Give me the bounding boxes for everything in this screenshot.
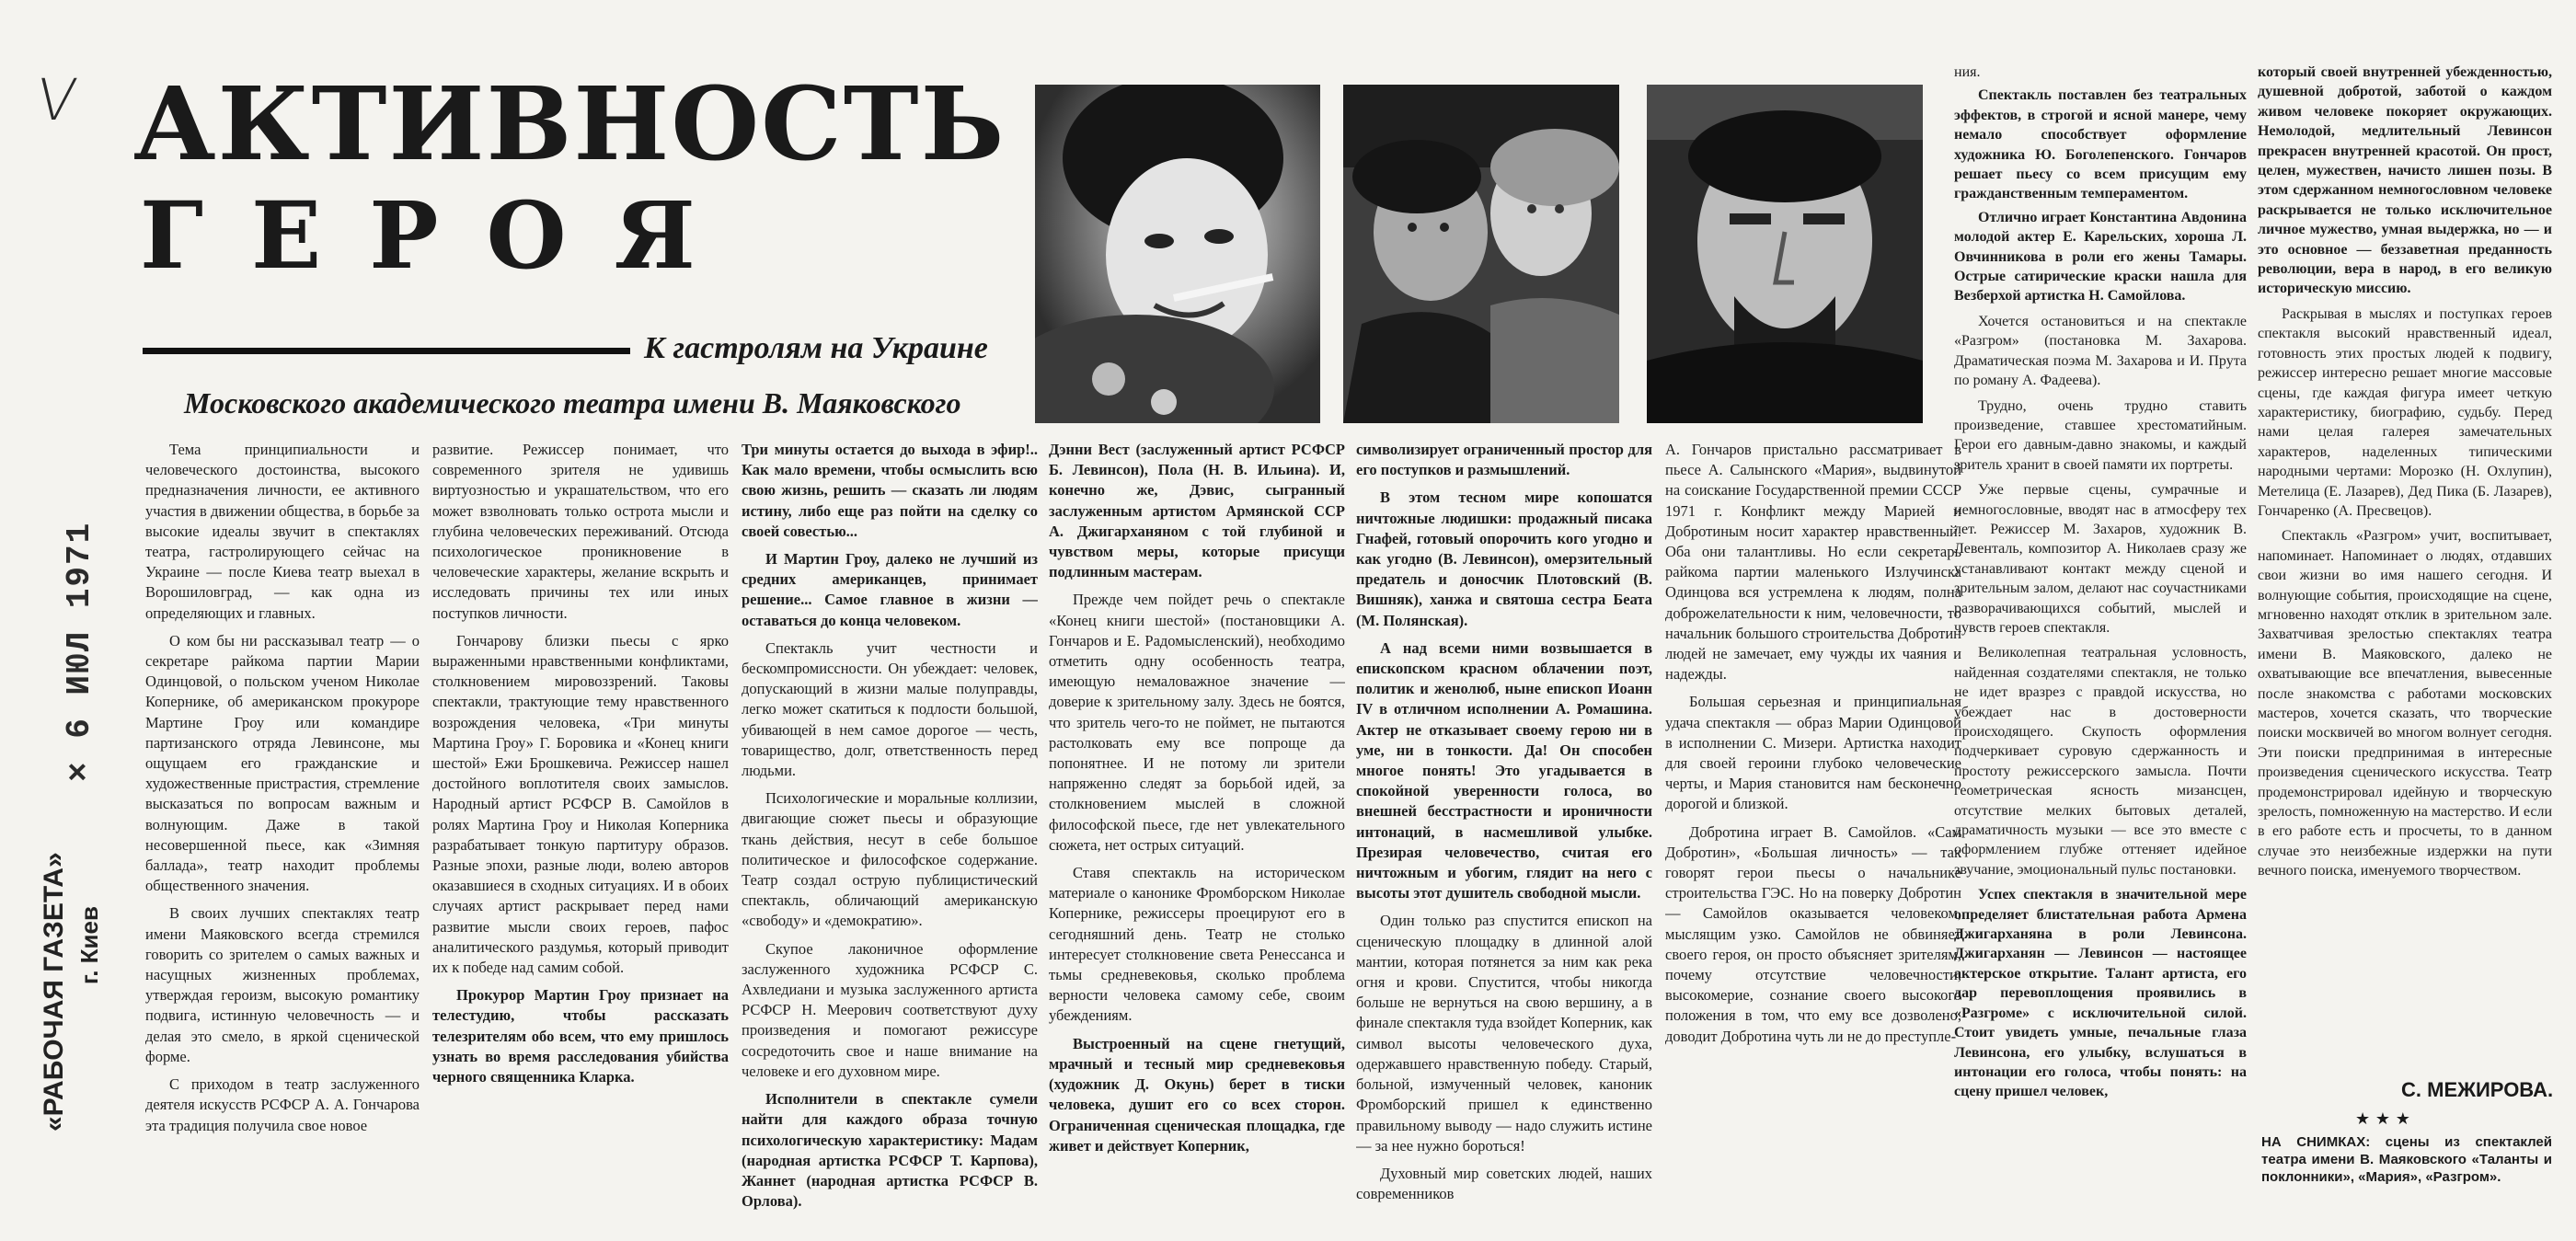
paragraph: О ком бы ни рассказывал театр — о секретаре райкома партии Марии Одинцовой, о польском ученом Николае Копернике, об американском прокуроре Мартине Гроу или командире партизанского отряда Левинсоне, мы ощущаем его гражданские и художественные пристрастия, стремление высказаться по вопросам важным и волнующим. Даже в такой несовершенной пьесе, как «Зимняя баллада», театр находит проблемы общественного значения. <box>145 631 420 895</box>
paragraph: Успех спектакля в значительной мере определяет блистательная работа Армена Джигарханяна в роли Левинсона. Джигарханян — Левинсон — настоящее актерское открытие. Талант артиста, его дар перевоплощения проявились в «Разгроме» с исключительной силой. Стоит увидеть умные, печальные глаза Левинсона, его улыбку, вслушаться в интонации его голоса, чтобы понять: на сцену пришел человек, <box>1954 887 2247 1100</box>
article-column-2 <box>432 440 729 1229</box>
photo-caption: НА СНИМКАХ: сцены из спектаклей театра имени В. Маяковского «Таланты и поклонники», «Мария», «Разгром». <box>2261 1134 2552 1185</box>
separator-stars: ★ ★ ★ <box>2355 1109 2410 1129</box>
paragraph: Психологические и моральные коллизии, двигающие сюжет пьесы и образующие ткань действия, несут в себе большое политическое и философское содержание. Театр создал острую публицистический спектакль, обличающий американскую «свободу» и «демократию». <box>742 789 1038 930</box>
paragraph: Духовный мир советских людей, наших современников <box>1356 1164 1652 1203</box>
paragraph: И Мартин Гроу, далеко не лучший из средних американцев, принимает решение... Самое главное в жизни — оставаться до конца человеком. <box>742 550 1038 629</box>
headline-line-1: АКТИВНОСТЬ <box>133 64 1006 183</box>
article-column-4 <box>1049 440 1345 1229</box>
paragraph: Три минуты остается до выхода в эфир!.. Как мало времени, чтобы осмыслить всю свою жизнь, решить — сказать ли людям истину, либо еще раз пойти на сделку со своей совестью... <box>742 441 1038 540</box>
paragraph: Гончарову близки пьесы с ярко выраженными нравственными конфликтами, столкновением мировоззрений. Таковы спектакли, трактующие тему нравственного возрождения человека, «Три минуты Мартина Гроу» Г. Боровика и «Конец книги шестой» Ежи Брошкевича. Режиссер нашел достойного воплотителя своих замыслов. Народный артист РСФСР В. Самойлов в ролях Мартина Гроу и Николая Коперника разрабатывает тонкую партитуру образов. Разные эпохи, разные люди, волею авторов оказавшиеся в сходных ситуациях. И в обоих случаях артист раскрывает перед нами развитие мысли своих героев, пафос аналитического раздумья, который приводит их к победе над самим собой. <box>432 631 729 977</box>
paragraph: символизирует ограниченный простор для его поступков и размышлений. <box>1356 441 1652 479</box>
paragraph: Прокурор Мартин Гроу признает на телестудию, чтобы рассказать телезрителям обо всем, что ему пришлось узнать во время расследования убийства черного священника Кларка. <box>432 986 729 1086</box>
paragraph: Уже первые сцены, сумрачные и немногословные, вводят нас в атмосферу тех лет. Режиссер М. Захаров, художник В. Левенталь, композитор А. Николаев сразу же устанавливают контакт между сценой и зрительным залом, делают нас соучастниками разворачивающихся событий, мыслей и чувств героев спектакля. <box>1954 482 2247 636</box>
paragraph: развитие. Режиссер понимает, что современного зрителя не удивишь виртуозностью и украшательством, что его может взволновать только острота мысли и глубина человеческих переживаний. Отсюда психологическое проникновение в человеческие характеры, желание вскрыть и исследовать причины тех или иных поступков личности. <box>432 441 729 622</box>
paragraph: Добротина играет В. Самойлов. «Сам Добротин», «Большая личность» — так говорят герои пьесы о начальнике строительства ГЭС. Но на поверку Добротин — Самойлов оказывается человеком, мыслящим узко. Самойлов не обвиняет своего героя, он просто объясняет зрителям, почему отсутствие человечности, высокомерие, сознание своего высокого положения в том, что ему все дозволено, доводит Добротина чуть ли не до преступле- <box>1665 822 1961 1045</box>
paragraph: Дэнни Вест (заслуженный артист РСФСР Б. Левинсон), Пола (Н. В. Ильина). И, конечно же, Дэвис, сыгранный заслуженным артистом Армянской ССР А. Джигарханяном с той глубиной и чувством меры, которые присущи подлинным мастерам. <box>1049 441 1345 581</box>
paragraph: С приходом в театр заслуженного деятеля искусств РСФСР А. А. Гончарова эта традиция получила свое новое <box>145 1075 420 1134</box>
paragraph: Ставя спектакль на историческом материале о канонике Фромборском Николае Копернике, режиссеры проецируют его в сегодняшний день. Театр не столько интересует столкновение света Ренессанса и тьмы средневековья, сколько проблема верности человека самому себе, своим убеждениям. <box>1049 864 1345 1025</box>
paragraph: В этом тесном мире копошатся ничтожные людишки: продажный писака Гнафей, готовый опорочить кого угодно и как угодно (В. Левинсон), омерзительный предатель и доносчик Плотовский (В. Вишняк), ханжа и святоша сестра Беата (М. Полянская). <box>1356 488 1652 629</box>
article-column-1 <box>145 440 420 1229</box>
paragraph: Спектакль поставлен без театральных эффектов, в строгой и ясной манере, чему немало способствует оформление художника Ю. Боголепенского. Гончаров решает пьесу со всем присущим ему гражданственным темпераментом. <box>1954 87 2247 202</box>
paragraph: А над всеми ними возвышается в епископском красном облачении поэт, политик и женолюб, ныне епископ Иоанн IV в отличном исполнении А. Ромашина. Актер не отказывает своему герою ни в уме, ни в тонкости. Да! Он способен многое понять! Это угадывается в спокойной уверенности голоса, во внешней бесстрастности и ироничности интонаций, в насмешливой улыбке. Презирая человечество, считая его ничтожным и убогим, глядит на него с высоты этот душитель свободной мысли. <box>1356 638 1652 902</box>
photo-mariya-image <box>1343 85 1619 423</box>
photo-talanty-image <box>1035 85 1320 423</box>
article-column-8 <box>2258 63 2552 1074</box>
paragraph: Трудно, очень трудно ставить произведение, ставшее хрестоматийным. Герои его давным-давно знакомы, и каждый зритель хранит в своей памяти их портреты. <box>1954 397 2247 473</box>
paragraph: Один только раз спустится епископ на сценическую площадку в длинной алой мантии, которая потянется за ним как река огня и крови. Спустится, чтобы никогда больше не вернуться на свою вершину, а в финале спектакля туда взойдет Коперник, как символ высоты человеческого духа, одержавшего нравственную победу. Старый, больной, измученный человек, каноник Фромборский пришел к единственно правильному выводу — надо служить истине — за нее нужно бороться! <box>1356 912 1652 1155</box>
paragraph: Хочется остановиться и на спектакле «Разгром» (постановка М. Захарова. Драматическая поэма М. Захарова и И. Прута по роману А. Фадеева). <box>1954 313 2247 389</box>
paragraph: ния. <box>1954 64 1981 80</box>
date-stamp: × 6 ИЮЛ 1971 <box>61 521 98 782</box>
paragraph: Прежде чем пойдет речь о спектакле «Конец книги шестой» (постановщики А. Гончаров и Е. Радомысленский), необходимо отметить одну особенность театра, имеющую немаловажное значение — доверие к зрительному залу. Здесь не боятся, что зритель чего-то не поймет, не пытаются растолковать ему все попроще да попонятнее. И не потому ли зрители напряженно следят за борьбой идей, за столкновением мыслей в сложной философской пьесе, где нет увлекательного сюжета, нет острых ситуаций. <box>1049 591 1345 854</box>
photo-razgrom-image <box>1647 85 1923 423</box>
paragraph: Великолепная театральная условность, найденная создателями спектакля, не только не идет вразрез с правдой искусства, но убеждает нас в достоверности происходящего. Скупость оформления подчеркивает суровую сдержанность и простоту режиссерского замысла. Почти геометрическая ясность мизансцен, отсутствие мелких бытовых деталей, драматичность музыки — все это вместе с оформлением глубже оттеняет идейное звучание, эмоциональный пульс постановки. <box>1954 645 2247 878</box>
paragraph: В своих лучших спектаклях театр имени Маяковского всегда стремился говорить со зрителем о самых важных и насущных жизненных проблемах, утверждая героизм, высокую романтику подвига, истинную человечность — и делая это смело, в яркой сценической форме. <box>145 904 420 1065</box>
author-signature: С. МЕЖИРОВА. <box>2401 1078 2554 1101</box>
headline-rule <box>143 348 630 354</box>
paragraph: Выстроенный на сцене гнетущий, мрачный и тесный мир средневековья (художник Д. Окунь) берет в тиски человека, душит его со всех сторон. Ограниченная сценическая площадка, где живет и действует Коперник, <box>1049 1034 1345 1155</box>
photo-mariya-scene <box>1343 85 1619 423</box>
article-column-5 <box>1356 440 1652 1229</box>
paragraph: который своей внутренней убежденностью, душевной добротой, заботой о каждом живом человеке покоряет окружающих. Немолодой, медлительный Левинсон прекрасен внутренней красотой. Он прост, целен, мужествен, начисто лишен позы. В этом сдержанном немногословном человеке раскрывается не только исключительное личное мужество, умная выдержка, но — и это основное — беззаветная преданность революции, вера в народ, в его великую историческую миссию. <box>2258 64 2552 297</box>
kicker: К гастролям на Украине <box>644 331 988 365</box>
paragraph: Спектакль учит честности и бескомпромиссности. Он убеждает: человек, допускающий в жизни малые полуправды, легко может скатиться к подлости большой, убивающей в нем самое дорогое — честь, товарищество, долг, ответственность перед людьми. <box>742 638 1038 780</box>
paragraph: Скупое лаконичное оформление заслуженного художника РСФСР С. Ахвледиани и музыка заслуженного артиста РСФСР Н. Меерович соответствуют духу произведения и помогают режиссуре сосредоточить свое и наше внимание на человеке и его духовном мире. <box>742 939 1038 1080</box>
article-column-6 <box>1665 440 1961 1229</box>
paragraph: Тема принципиальности и человеческого достоинства, высокого предназначения личности, ее активного участия в движении общества, в борьбе за высокие идеалы звучит в спектаклях театра, гастролирующего сейчас на Украине — после Киева театр выехал в Ворошиловград, — как одна из определяющих и главных. <box>145 441 420 622</box>
photo-talanty-scene <box>1035 85 1320 423</box>
article-column-3 <box>742 440 1038 1229</box>
handwritten-check-mark: V <box>31 66 81 133</box>
paragraph: Исполнители в спектакле сумели найти для каждого образа точную психологическую характеристику: Мадам (народная артистка РСФСР Т. Карпова), Жаннет (народная артистка РСФСР В. Орлова). <box>742 1090 1038 1211</box>
newspaper-city: г. Киев <box>75 906 103 984</box>
paragraph: Раскрывая в мыслях и поступках героев спектакля высокий нравственный идеал, готовность этих простых людей к подвигу, режиссер интересно решает многие массовые сцены, где каждая фигура имеет четкую характеристику, биографию, судьбу. Перед нами целая галерея замечательных характеров, наделенных типическими народными чертами: Морозко (Н. Охлупин), Метелица (Е. Лазарев), Дед Пика (Б. Лазарев), Гончаренко (А. Пресвецов). <box>2258 305 2552 519</box>
subtitle: Московского академического театра имени В. Маяковского <box>184 386 961 419</box>
paragraph: Спектакль «Разгром» учит, воспитывает, напоминает. Напоминает о людях, отдавших свои жизни во имя нашего сегодня. И волнующие события, происходящие на сцене, мгновенно находят отклик в зрительном зале. Захватчивая зрелостью спектаклях театра имени В. Маяковского, далеко не охватывающие все впечатления, вывесенные после знакомства с работами московских мастеров, хочется сказать, что творческие поиски москвичей во многом волнует сегодня. Эти поиски предпринимая в интересные произведения сценического искусства. Театр продемонстрировал идейную и творческую зрелость, помноженную на мастерство. И если в его работе есть и просчеты, то в данном случае это неизбежные издержки на пути вечного поиска, именуемого творчеством. <box>2258 528 2552 879</box>
paragraph: Отлично играет Константина Авдонина молодой актер Е. Карельских, хороша Л. Овчинникова в роли его жены Тамары. Острые сатирические краски нашла для Везберхой артистка Н. Самойлова. <box>1954 209 2247 305</box>
article-column-7 <box>1954 63 2247 1236</box>
headline-line-2: ГЕРОЯ <box>140 181 743 290</box>
newspaper-name: «РАБОЧАЯ ГАЗЕТА» <box>39 852 69 1132</box>
photo-razgrom-scene <box>1647 85 1923 423</box>
paragraph: Большая серьезная и принципиальная удача спектакля — образ Марии Одинцовой в исполнении С. Мизери. Артистка находит для своей героини глубоко человеческие черты, и Мария становится нам бесконечно дорогой и близкой. <box>1665 693 1961 813</box>
paragraph: А. Гончаров пристально рассматривает в пьесе А. Салынского «Мария», выдвинутой на соискание Государственной премии СССР 1971 г. Конфликт между Марией и Добротиным носит характер нравственный. Оба они талантливы. Но если секретарь райкома партии маленького Излучинска Одинцова вся устремлена к людям, полна доброжелательности к ним, человечности, то начальник большого строительства Добротин людей не замечает, ему чужды их чаяния и надежды. <box>1665 441 1961 684</box>
